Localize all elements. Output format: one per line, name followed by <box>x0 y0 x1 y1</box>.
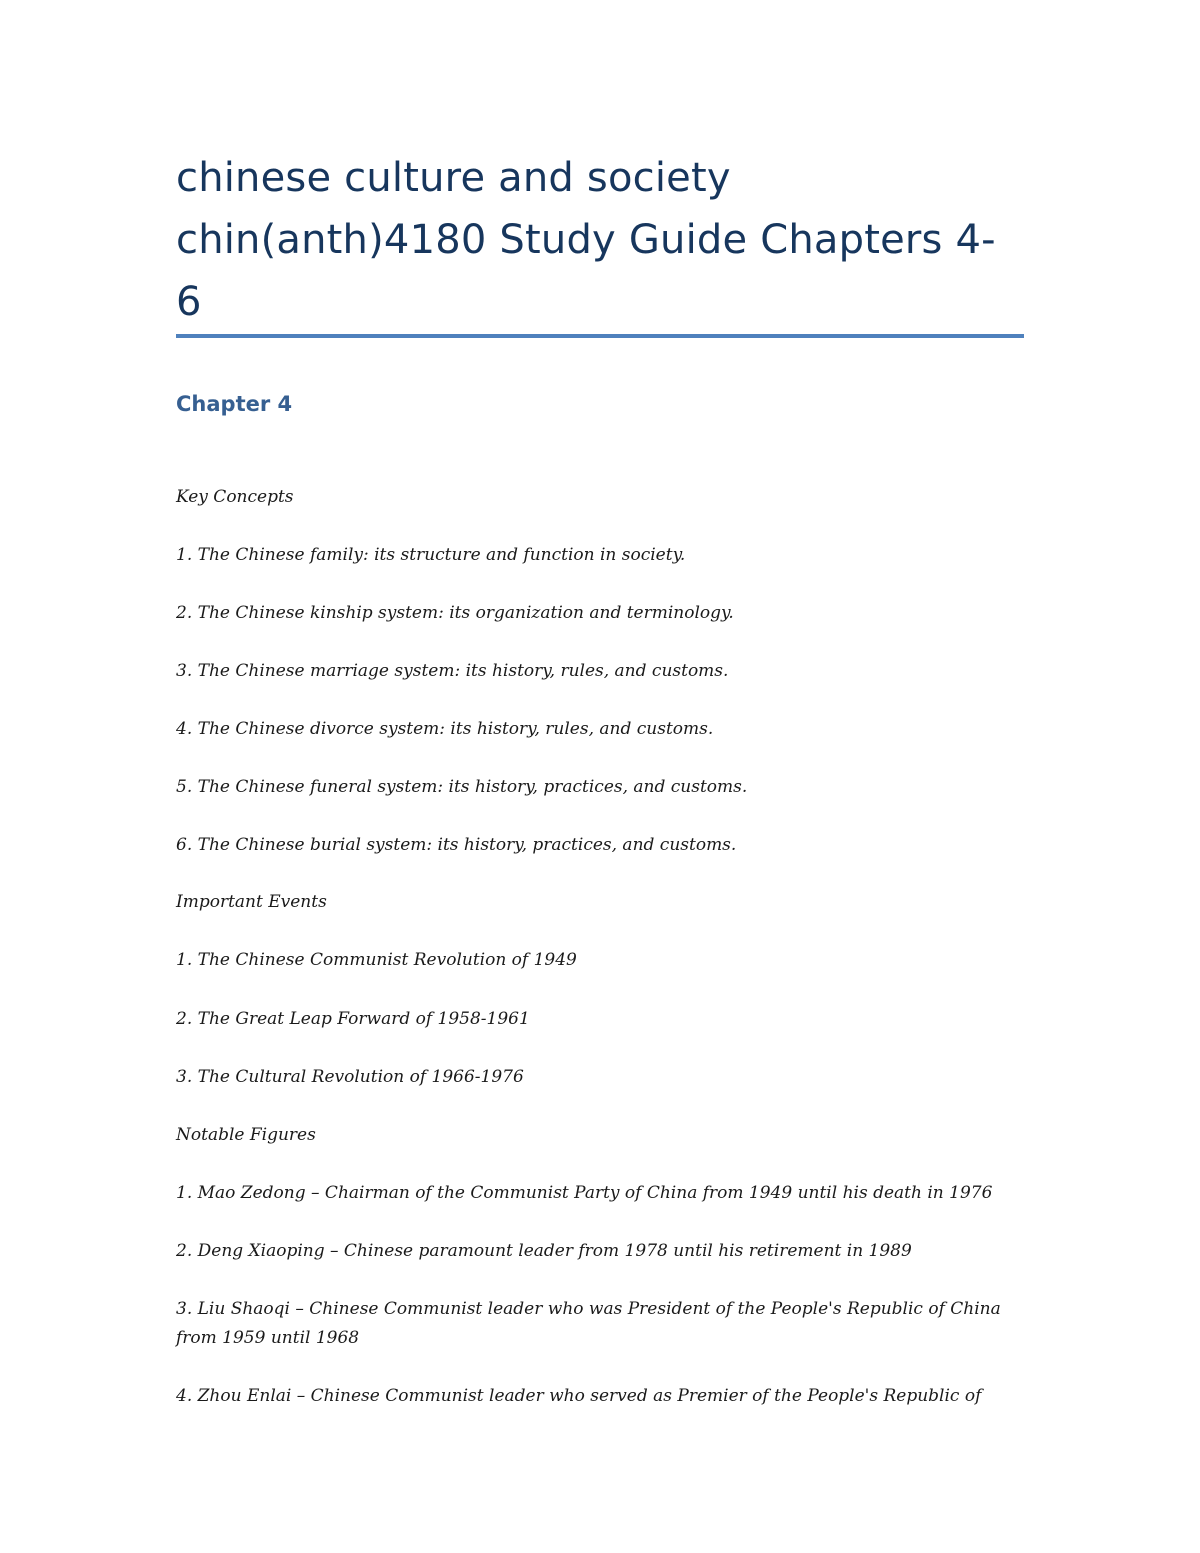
title-divider <box>176 334 1024 338</box>
key-concepts-heading: Key Concepts <box>176 487 294 507</box>
important-events-heading: Important Events <box>176 892 327 912</box>
title-line-2: chin(anth)4180 Study Guide Chapters 4- <box>176 217 996 263</box>
key-concept-item: 3. The Chinese marriage system: its history, rules, and customs. <box>176 661 729 681</box>
important-event-item: 2. The Great Leap Forward of 1958-1961 <box>176 1009 530 1029</box>
title-line-1: chinese culture and society <box>176 155 731 201</box>
key-concept-item: 6. The Chinese burial system: its history, practices, and customs. <box>176 835 737 855</box>
notable-figure-item: 2. Deng Xiaoping – Chinese paramount leader from 1978 until his retirement in 1989 <box>176 1241 912 1261</box>
key-concept-item: 2. The Chinese kinship system: its organization and terminology. <box>176 603 734 623</box>
important-event-item: 1. The Chinese Communist Revolution of 1949 <box>176 950 577 970</box>
notable-figure-item: 1. Mao Zedong – Chairman of the Communist Party of China from 1949 until his death in 1976 <box>176 1183 993 1203</box>
key-concept-item: 5. The Chinese funeral system: its history, practices, and customs. <box>176 777 748 797</box>
important-event-item: 3. The Cultural Revolution of 1966-1976 <box>176 1067 524 1087</box>
notable-figure-item: 4. Zhou Enlai – Chinese Communist leader who served as Premier of the People's Republic of <box>176 1386 982 1406</box>
title-line-3: 6 <box>176 279 202 325</box>
document-title <box>176 147 1036 333</box>
key-concept-item: 4. The Chinese divorce system: its history, rules, and customs. <box>176 719 714 739</box>
notable-figure-item-continuation: from 1959 until 1968 <box>176 1328 360 1348</box>
notable-figures-heading: Notable Figures <box>176 1125 316 1145</box>
key-concept-item: 1. The Chinese family: its structure and function in society. <box>176 545 686 565</box>
chapter-heading: Chapter 4 <box>176 392 293 416</box>
notable-figure-item: 3. Liu Shaoqi – Chinese Communist leader who was President of the People's Republic of China <box>176 1299 1001 1319</box>
